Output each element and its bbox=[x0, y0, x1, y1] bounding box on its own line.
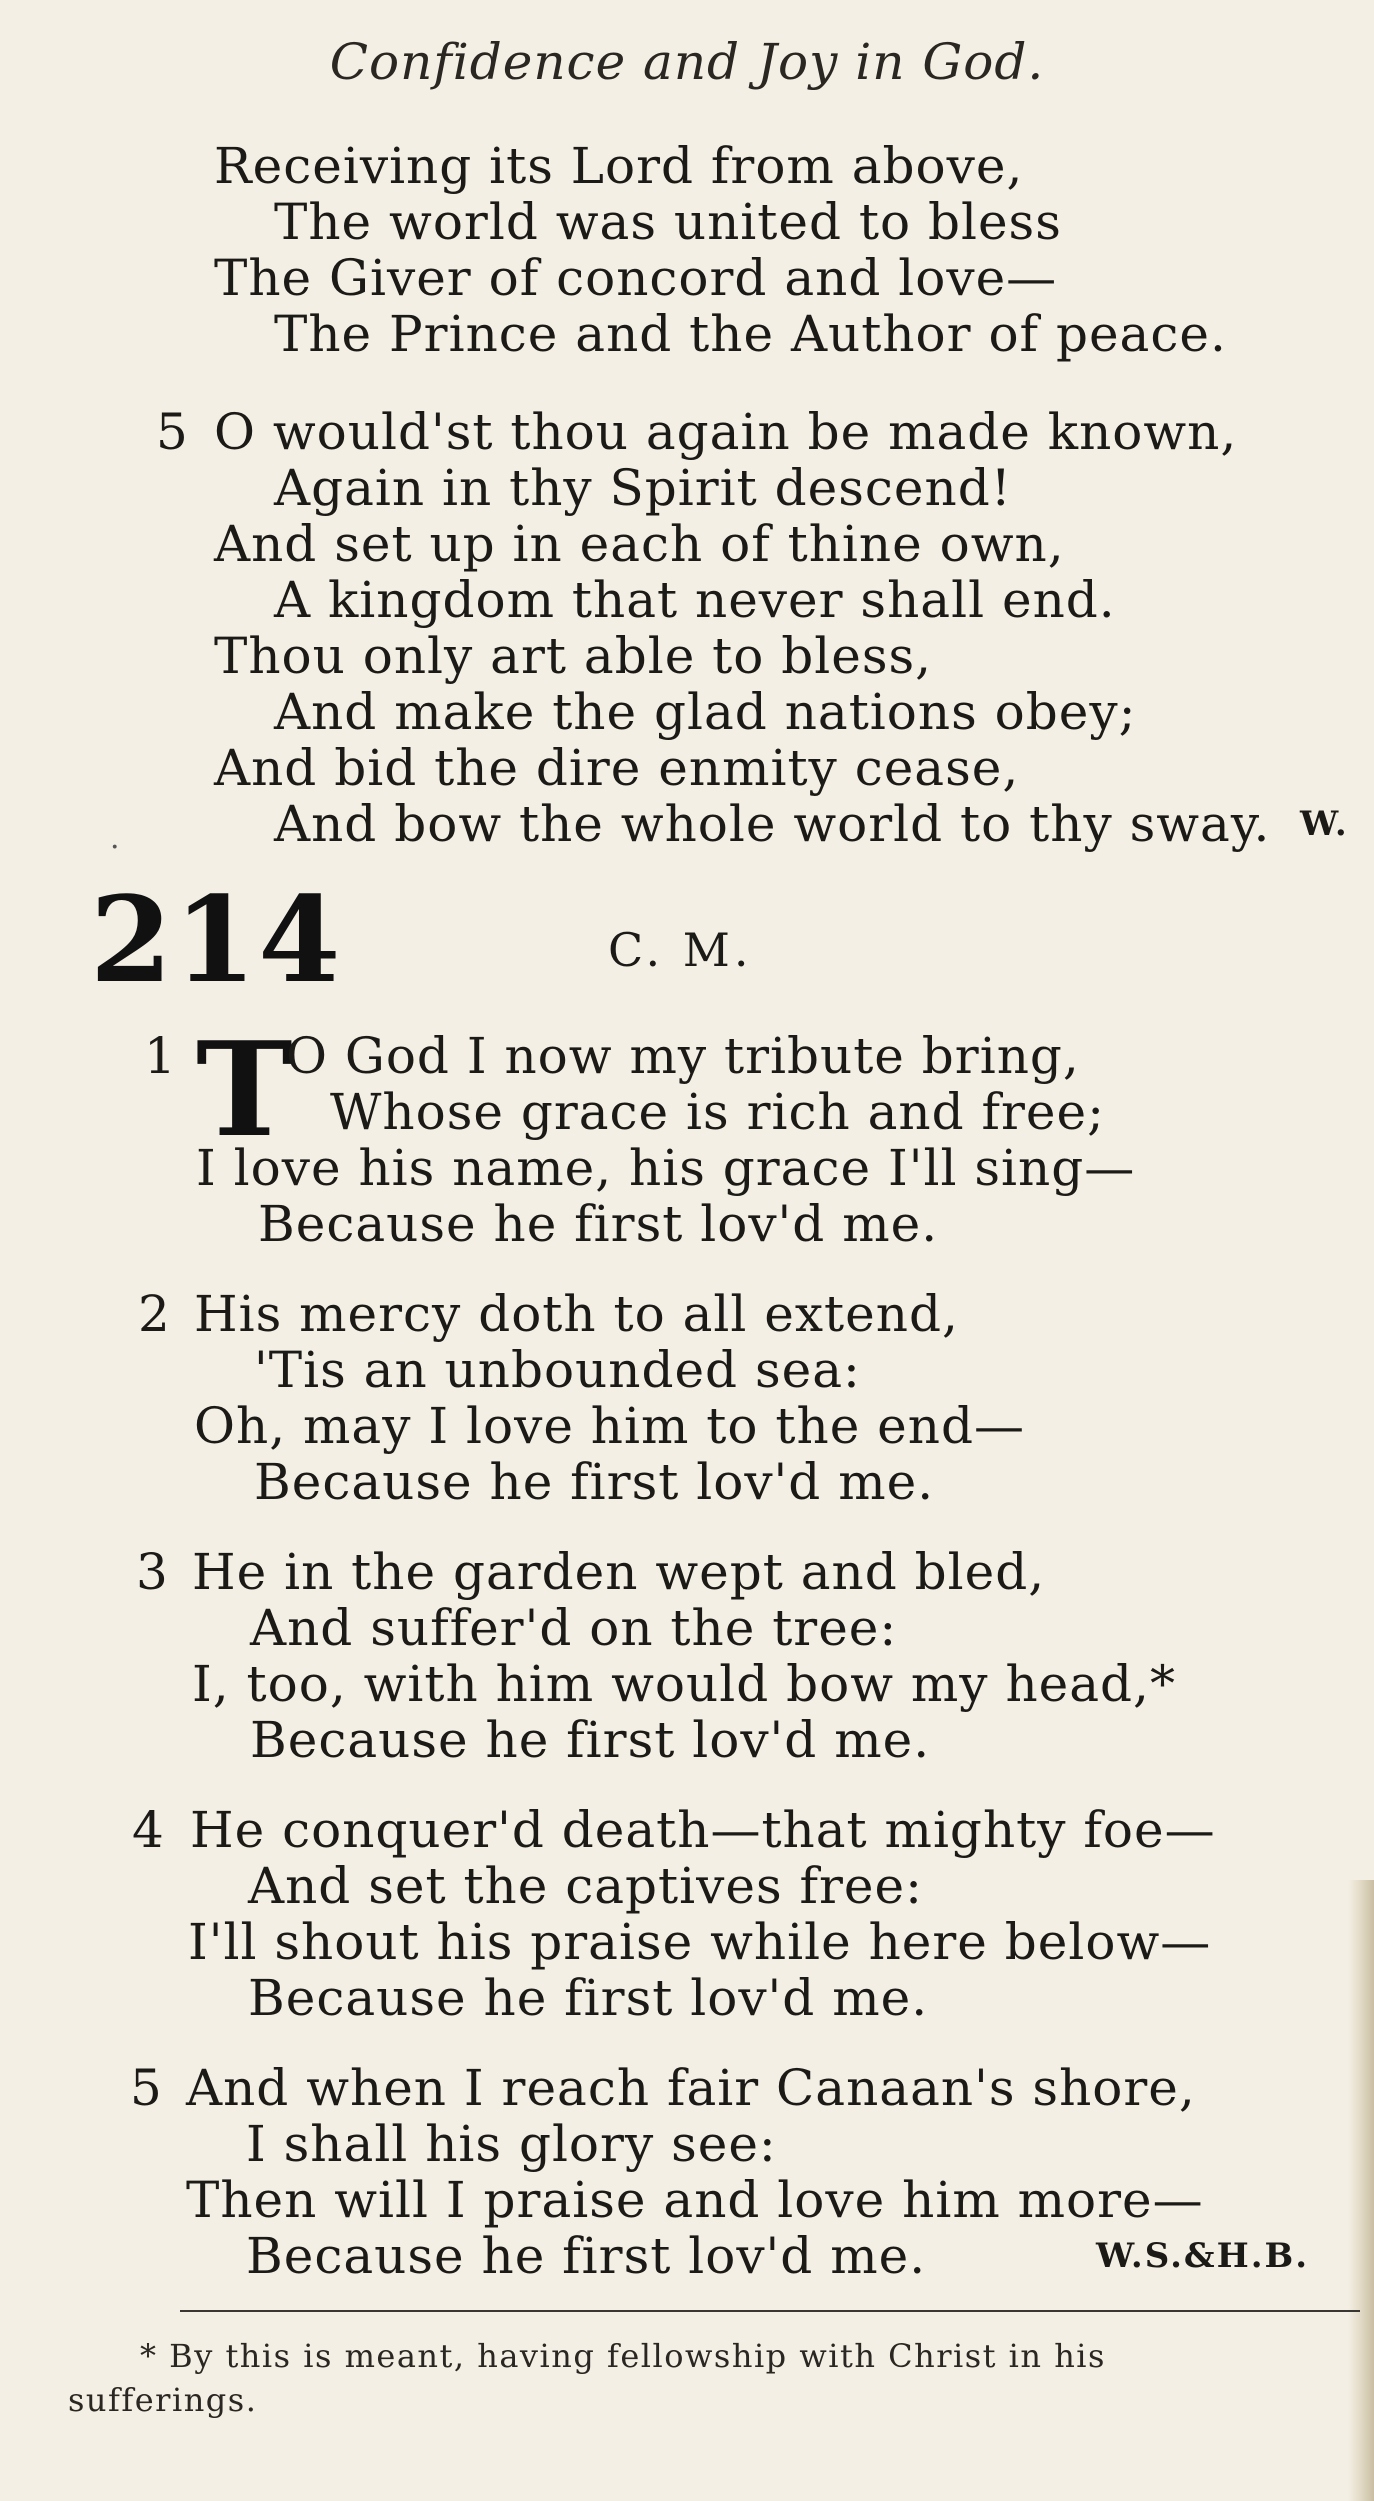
verse-line: And make the glad nations obey; bbox=[274, 683, 1137, 741]
verse-line: I shall his glory see: bbox=[246, 2115, 777, 2173]
footnote-line: * By this is meant, having fellowship with Christ in his bbox=[140, 2337, 1106, 2375]
verse-line: And when I reach fair Canaan's shore, bbox=[186, 2059, 1196, 2117]
verse-line: Because he first lov'd me. bbox=[258, 1195, 939, 1253]
running-head: Confidence and Joy in God. bbox=[329, 33, 1045, 91]
drop-cap: T bbox=[196, 1013, 293, 1166]
verse-line: He conquer'd death—that mighty foe— bbox=[190, 1801, 1216, 1859]
verse-line: The world was united to bless bbox=[274, 193, 1062, 251]
verse-line: Whose grace is rich and free; bbox=[330, 1083, 1105, 1141]
verse-line: I'll shout his praise while here below— bbox=[188, 1913, 1212, 1971]
verse-line: Because he first lov'd me. bbox=[246, 2227, 927, 2285]
verse-line: O would'st thou again be made known, bbox=[214, 403, 1238, 461]
stanza-number: 5 bbox=[130, 2059, 162, 2117]
verse-line: His mercy doth to all extend, bbox=[194, 1285, 959, 1343]
stanza-number: 5 bbox=[156, 403, 188, 461]
verse-line: Because he first lov'd me. bbox=[250, 1711, 931, 1769]
verse-line: And suffer'd on the tree: bbox=[250, 1599, 898, 1657]
verse-line: A kingdom that never shall end. bbox=[274, 571, 1116, 629]
verse-line: 'Tis an unbounded sea: bbox=[254, 1341, 861, 1399]
author-attribution: W. bbox=[1300, 804, 1349, 844]
verse-line: And set up in each of thine own, bbox=[214, 515, 1065, 573]
page-edge-shadow bbox=[1348, 1880, 1374, 2501]
stanza-number: 2 bbox=[138, 1285, 170, 1343]
verse-line: And bid the dire enmity cease, bbox=[214, 739, 1020, 797]
stanza-number: 3 bbox=[136, 1543, 168, 1601]
verse-line: Because he first lov'd me. bbox=[248, 1969, 929, 2027]
verse-line: Because he first lov'd me. bbox=[254, 1453, 935, 1511]
hymn-meter: C. M. bbox=[608, 923, 753, 977]
verse-line: Then will I praise and love him more— bbox=[186, 2171, 1204, 2229]
stanza-number: 1 bbox=[144, 1027, 176, 1085]
verse-line: Receiving its Lord from above, bbox=[214, 137, 1024, 195]
author-attribution: W.S.&H.B. bbox=[1096, 2236, 1310, 2276]
verse-line: The Giver of concord and love— bbox=[214, 249, 1058, 307]
verse-line: And bow the whole world to thy sway. bbox=[274, 795, 1271, 853]
verse-line: Thou only art able to bless, bbox=[214, 627, 933, 685]
verse-line: The Prince and the Author of peace. bbox=[274, 305, 1227, 363]
verse-line: O God I now my tribute bring, bbox=[286, 1027, 1080, 1085]
verse-line: I, too, with him would bow my head,* bbox=[192, 1655, 1176, 1713]
stanza-number: 4 bbox=[132, 1801, 164, 1859]
verse-line: He in the garden wept and bled, bbox=[192, 1543, 1046, 1601]
verse-line: Oh, may I love him to the end— bbox=[194, 1397, 1025, 1455]
verse-line: Again in thy Spirit descend! bbox=[274, 459, 1012, 517]
margin-dot: · bbox=[110, 830, 120, 865]
footnote-rule bbox=[180, 2310, 1360, 2312]
hymn-number: 214 bbox=[90, 870, 343, 1009]
verse-line: I love his name, his grace I'll sing— bbox=[196, 1139, 1136, 1197]
footnote-line: sufferings. bbox=[68, 2381, 258, 2419]
verse-line: And set the captives free: bbox=[248, 1857, 923, 1915]
